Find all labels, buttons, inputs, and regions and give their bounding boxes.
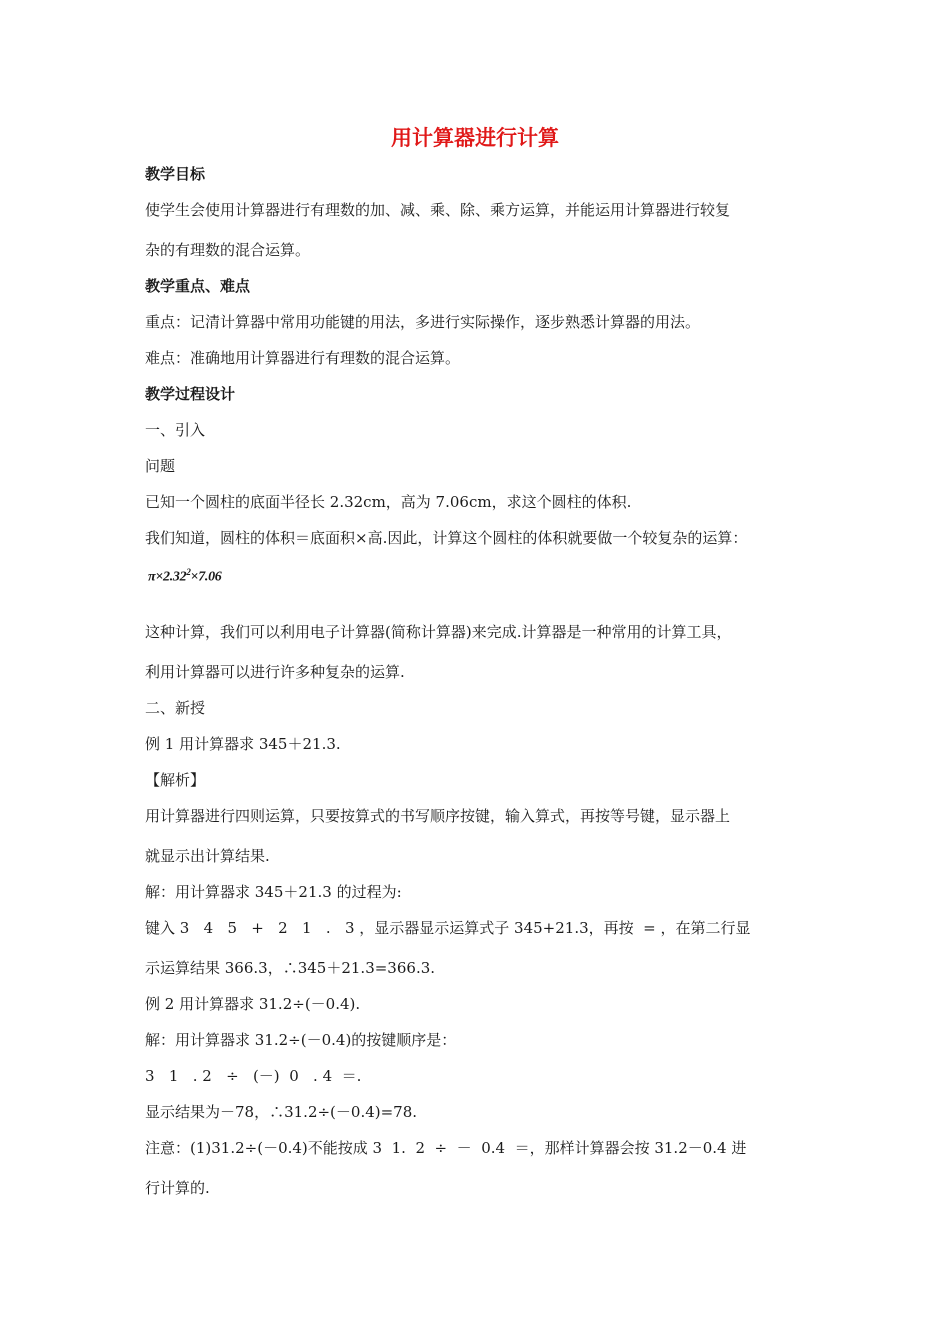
analysis-label: 【解析】 [145, 771, 206, 789]
focus-hard: 难点：准确地用计算器进行有理数的混合运算。 [145, 349, 461, 367]
result-2: 显示结果为－78，∴31.2÷(－0.4)=78. [145, 1103, 418, 1121]
formula-base: π×2.32 [148, 569, 187, 585]
heading-focus: 教学重点、难点 [145, 277, 251, 295]
formula-exponent: 2 [186, 567, 191, 577]
example-2: 例 2 用计算器求 31.2÷(－0.4). [145, 995, 361, 1013]
note-line-1: 注意：(1)31.2÷(－0.4)不能按成 3 1. 2 ÷ － 0.4 ＝，那样计算器会按 31.2－0.4 进 [145, 1139, 747, 1157]
analysis-line-2: 就显示出计算结果. [145, 847, 270, 865]
goal-line-1: 使学生会使用计算器进行有理数的加、减、乘、除、乘方运算，并能运用计算器进行较复 [145, 201, 731, 219]
key-sequence-2: 3 1 . 2 ÷ (－) 0 . 4 ＝. [145, 1067, 362, 1085]
analysis-line-1: 用计算器进行四则运算，只要按算式的书写顺序按键，输入算式，再按等号键，显示器上 [145, 807, 731, 825]
volume-formula [148, 567, 222, 586]
goal-line-2: 杂的有理数的混合运算。 [145, 241, 311, 259]
key-sequence-1-result: 示运算结果 366.3，∴345＋21.3=366.3. [145, 959, 436, 977]
heading-goal: 教学目标 [145, 165, 206, 183]
solution-2: 解：用计算器求 31.2÷(－0.4)的按键顺序是： [145, 1031, 457, 1049]
section-intro: 一、引入 [145, 421, 206, 439]
note-line-2: 行计算的. [145, 1179, 210, 1197]
page-title: 用计算器进行计算 [391, 126, 559, 150]
calc-line-1: 这种计算，我们可以利用电子计算器(简称计算器)来完成.计算器是一种常用的计算工具， [145, 623, 732, 641]
heading-process: 教学过程设计 [145, 385, 236, 403]
problem-text: 已知一个圆柱的底面半径长 2.32cm，高为 7.06cm，求这个圆柱的体积. [145, 493, 632, 511]
explain-text: 我们知道，圆柱的体积＝底面积×高.因此，计算这个圆柱的体积就要做一个较复杂的运算： [145, 529, 748, 547]
key-sequence-1: 键入 3 4 5 + 2 1 . 3 ，显示器显示运算式子 345+21.3，再按 = ，在第二行显 [145, 919, 751, 937]
problem-label: 问题 [145, 457, 176, 475]
solution-1: 解：用计算器求 345＋21.3 的过程为: [145, 883, 402, 901]
section-new: 二、新授 [145, 699, 206, 717]
formula-tail: ×7.06 [190, 569, 222, 585]
calc-line-2: 利用计算器可以进行许多种复杂的运算. [145, 663, 405, 681]
example-1: 例 1 用计算器求 345＋21.3. [145, 735, 341, 753]
focus-key: 重点：记清计算器中常用功能键的用法，多进行实际操作，逐步熟悉计算器的用法。 [145, 313, 701, 331]
